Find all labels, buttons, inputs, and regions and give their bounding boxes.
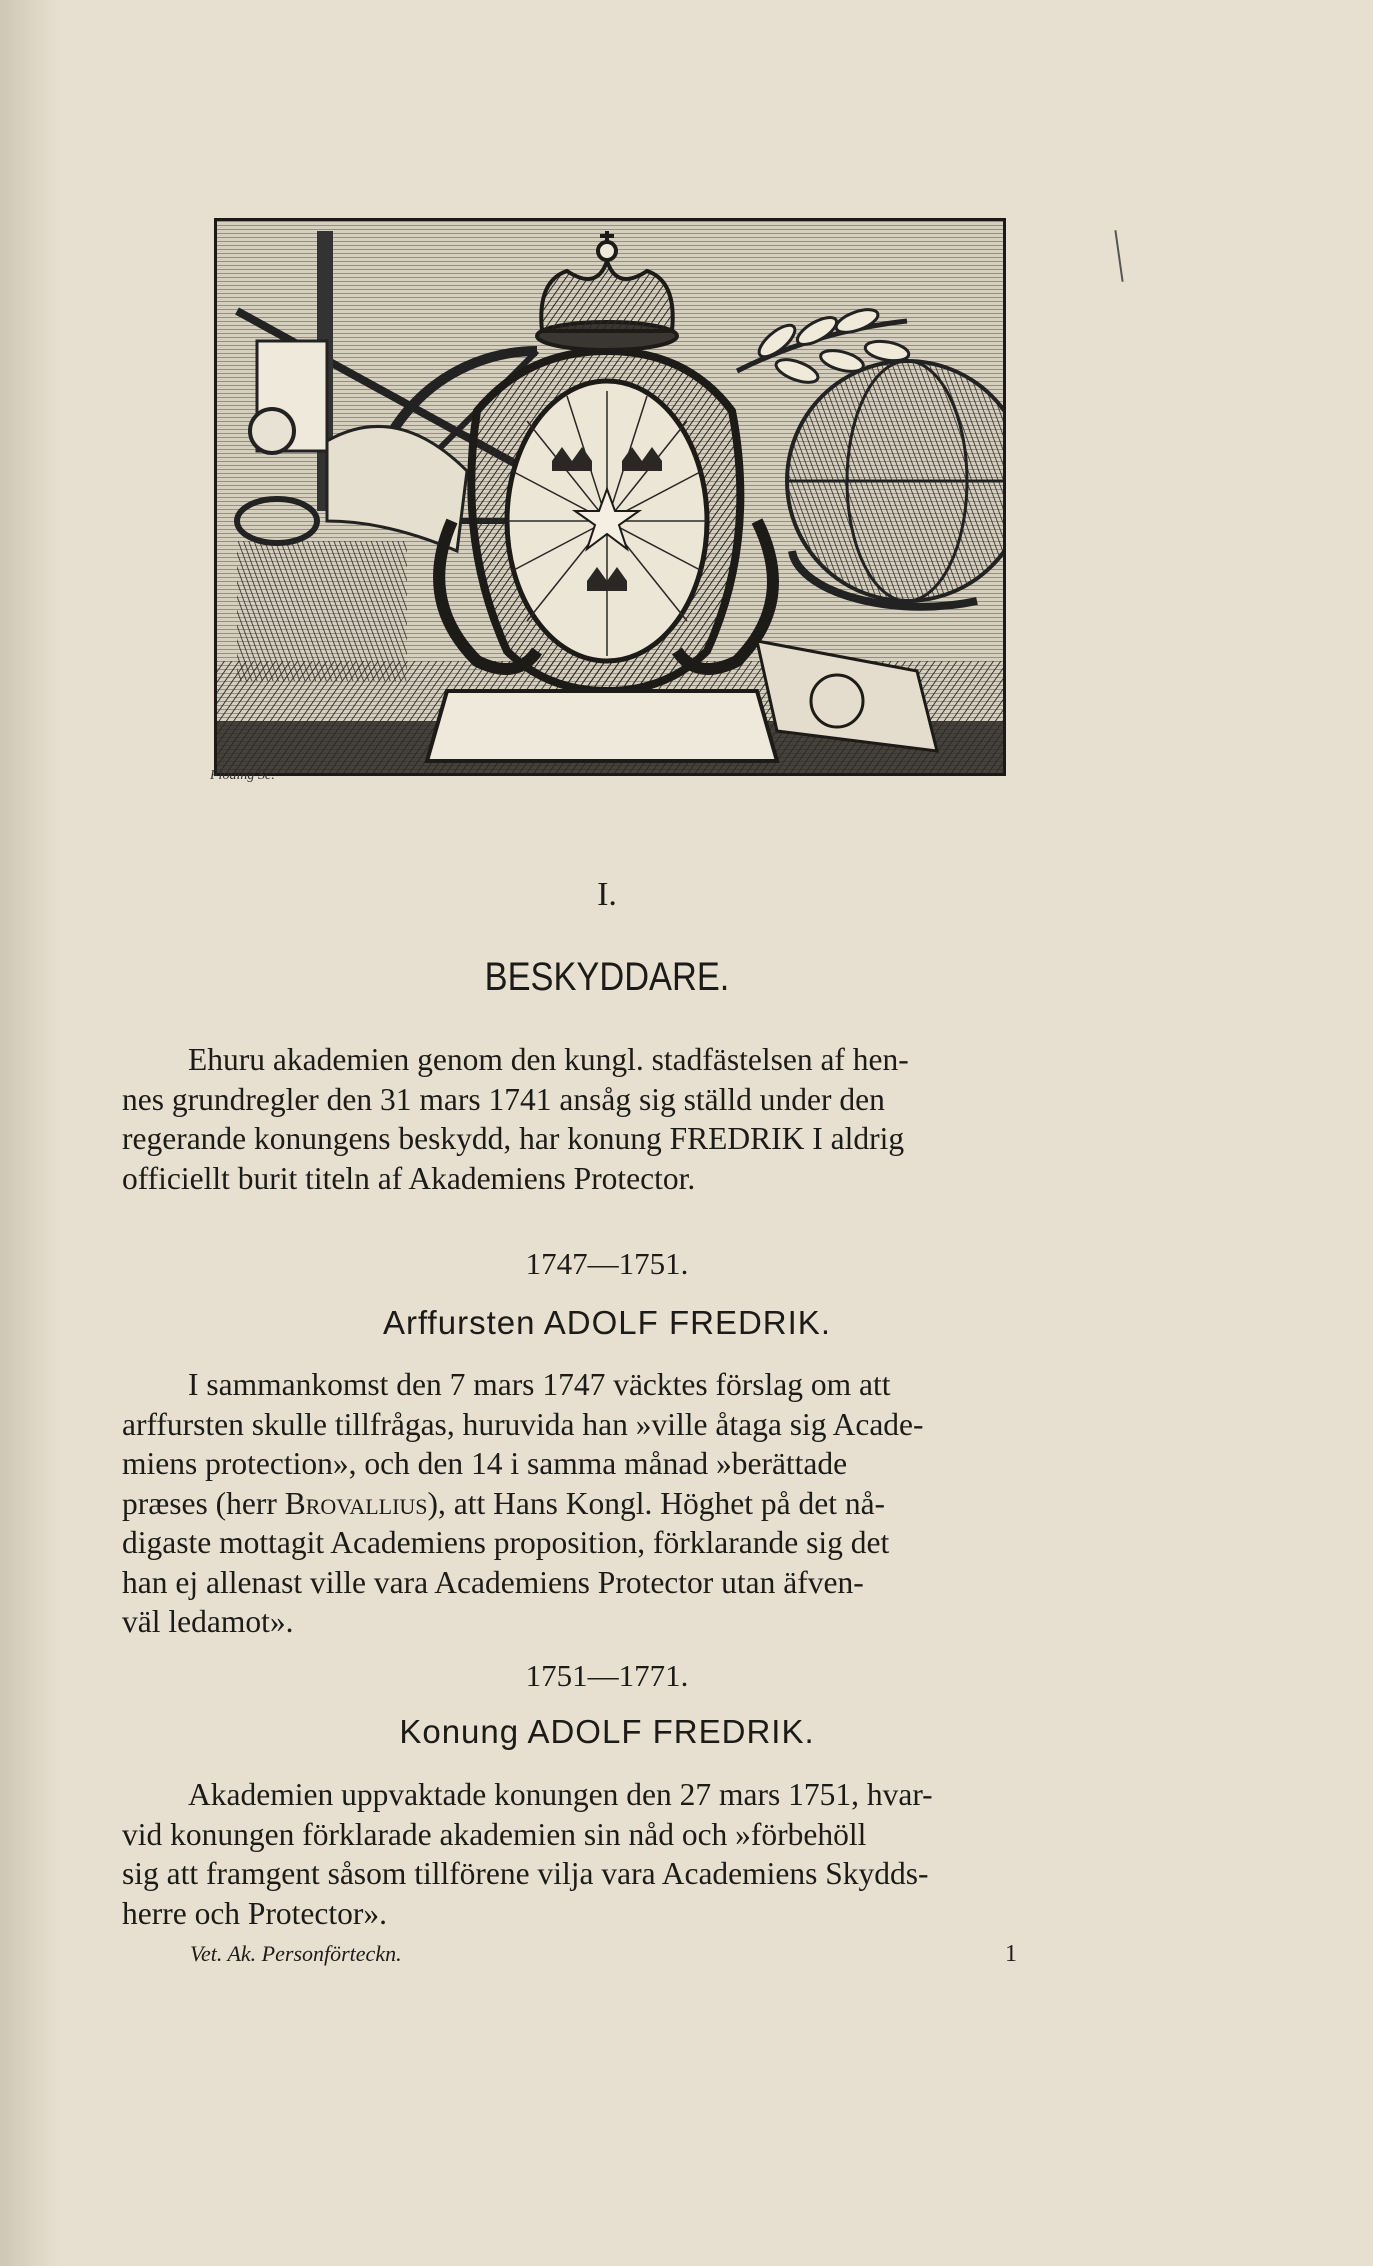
intro-line: Ehuru akademien genom den kungl. stadfästelsen af hen- — [188, 1042, 909, 1077]
engraved-vignette — [214, 218, 1006, 776]
entry1-paragraph — [122, 1365, 1092, 1642]
entry2-line: vid konungen förklarade akademien sin nåd och »förbehöll — [122, 1816, 867, 1852]
section-title: BESKYDDARE. — [484, 955, 730, 999]
signature-mark: Vet. Ak. Personförteckn. — [190, 1941, 402, 1966]
margin-pencil-mark — [1114, 230, 1123, 282]
section-number: I. — [597, 876, 617, 913]
engraver-signature: Floding Sc: — [210, 768, 276, 783]
engraving-illustration — [217, 221, 1003, 773]
entry2-years: 1751—1771. — [525, 1658, 689, 1693]
entry1-line: miens protection», och den 14 i samma månad »berättade — [122, 1446, 848, 1481]
intro-line: regerande konungens beskydd, har konung FREDRIK I aldrig — [122, 1121, 905, 1156]
page-edge-shadow — [0, 0, 60, 2266]
entry1-line: digaste mottagit Academiens proposition, förklarande sig det — [122, 1525, 890, 1560]
entry2-paragraph — [122, 1775, 1092, 1933]
entry1-heading: Arffursten ADOLF FREDRIK. — [382, 1304, 831, 1341]
intro-paragraph — [122, 1040, 1092, 1198]
entry1-years: 1747—1751. — [525, 1246, 689, 1281]
page-number: 1 — [1005, 1941, 1017, 1967]
person-name: Brovallius — [284, 1485, 428, 1521]
entry2-heading: Konung ADOLF FREDRIK. — [399, 1713, 815, 1750]
entry1-line: arffursten skulle tillfrågas, huruvida han »ville åtaga sig Acade- — [122, 1406, 924, 1442]
entry1-line: han ej allenast ville vara Academiens Protector utan äfven- — [122, 1564, 864, 1600]
entry1-line: præses (herr Brovallius), att Hans Kongl. Höghet på det nå- — [122, 1485, 886, 1521]
intro-line: officiellt burit titeln af Akademiens Protector. — [122, 1160, 696, 1196]
entry1-line: väl ledamot». — [122, 1604, 294, 1639]
entry1-line: I sammankomst den 7 mars 1747 väcktes förslag om att — [188, 1367, 891, 1402]
entry2-line: sig att framgent såsom tillförene vilja vara Academiens Skydds- — [122, 1856, 929, 1891]
entry2-line: herre och Protector». — [122, 1895, 388, 1931]
entry2-line: Akademien uppvaktade konungen den 27 mars 1751, hvar- — [188, 1777, 933, 1812]
intro-line: nes grundregler den 31 mars 1741 ansåg sig ställd under den — [122, 1081, 885, 1117]
